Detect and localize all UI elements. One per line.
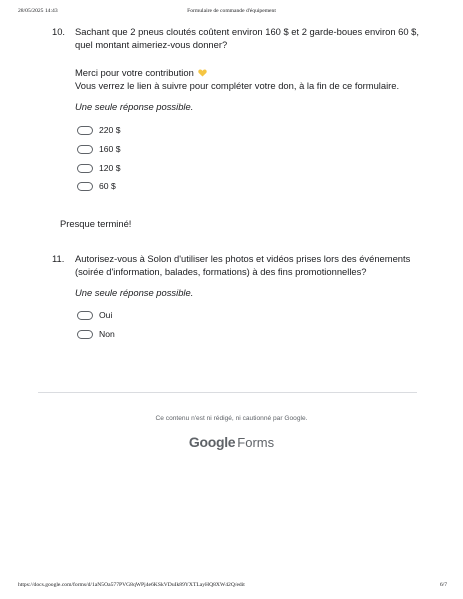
option-label: Non (99, 329, 115, 339)
option-oui[interactable] (77, 309, 112, 321)
question-10 (52, 25, 422, 55)
google-forms-logo (0, 434, 463, 452)
question-number: 11. (52, 253, 65, 264)
radio-button[interactable] (77, 311, 93, 320)
option-60[interactable] (77, 180, 116, 192)
logo-google-text: Google (188, 434, 236, 450)
yellow-heart-icon (198, 69, 207, 77)
question-text: Autorisez-vous à Solon d'utiliser les photos et vidéos prises lors des événements (soirée d'information, balades, formations) à des fins promotionnelles? (75, 253, 411, 278)
thanks-text: Merci pour votre contribution (75, 67, 194, 78)
option-label: 160 $ (99, 144, 121, 154)
question-number: 10. (52, 26, 66, 37)
logo-forms-text: Forms (237, 435, 275, 450)
option-label: 60 $ (99, 181, 116, 191)
question-10-help: Une seule réponse possible. (75, 101, 194, 112)
option-label: 120 $ (99, 163, 121, 173)
option-120[interactable] (77, 162, 121, 174)
google-disclaimer: Ce contenu n'est ni rédigé, ni cautionné par Google. (155, 415, 308, 422)
radio-button[interactable] (77, 145, 93, 154)
option-220[interactable] (77, 124, 121, 136)
info-text: Vous verrez le lien à suivre pour compléter votre don, à la fin de ce formulaire. (75, 80, 400, 92)
question-11 (52, 252, 422, 282)
question-10-description (75, 66, 415, 93)
radio-button[interactable] (77, 126, 93, 135)
option-160[interactable] (77, 143, 121, 155)
radio-button[interactable] (77, 182, 93, 191)
page-number: 6/7 (439, 582, 447, 588)
option-non[interactable] (77, 328, 115, 340)
print-url: https://docs.google.com/forms/d/1aN5Oa577PVG8qWPj4e6KSkVDuIk89YXTLayHQ8XW42Q/edit (18, 582, 245, 588)
print-datetime: 28/05/2025 14:43 (18, 8, 58, 14)
radio-button[interactable] (77, 330, 93, 339)
question-text: Sachant que 2 pneus cloutés coûtent environ 160 $ et 2 garde-boues environ 60 $, quel montant aimeriez-vous donner? (75, 26, 419, 51)
divider (38, 392, 417, 393)
question-11-help: Une seule réponse possible. (75, 287, 194, 298)
option-label: Oui (99, 310, 113, 320)
option-label: 220 $ (99, 125, 121, 135)
radio-button[interactable] (77, 164, 93, 173)
print-title: Formulaire de commande d'équipement (187, 8, 276, 14)
section-title: Presque terminé! (60, 218, 132, 229)
